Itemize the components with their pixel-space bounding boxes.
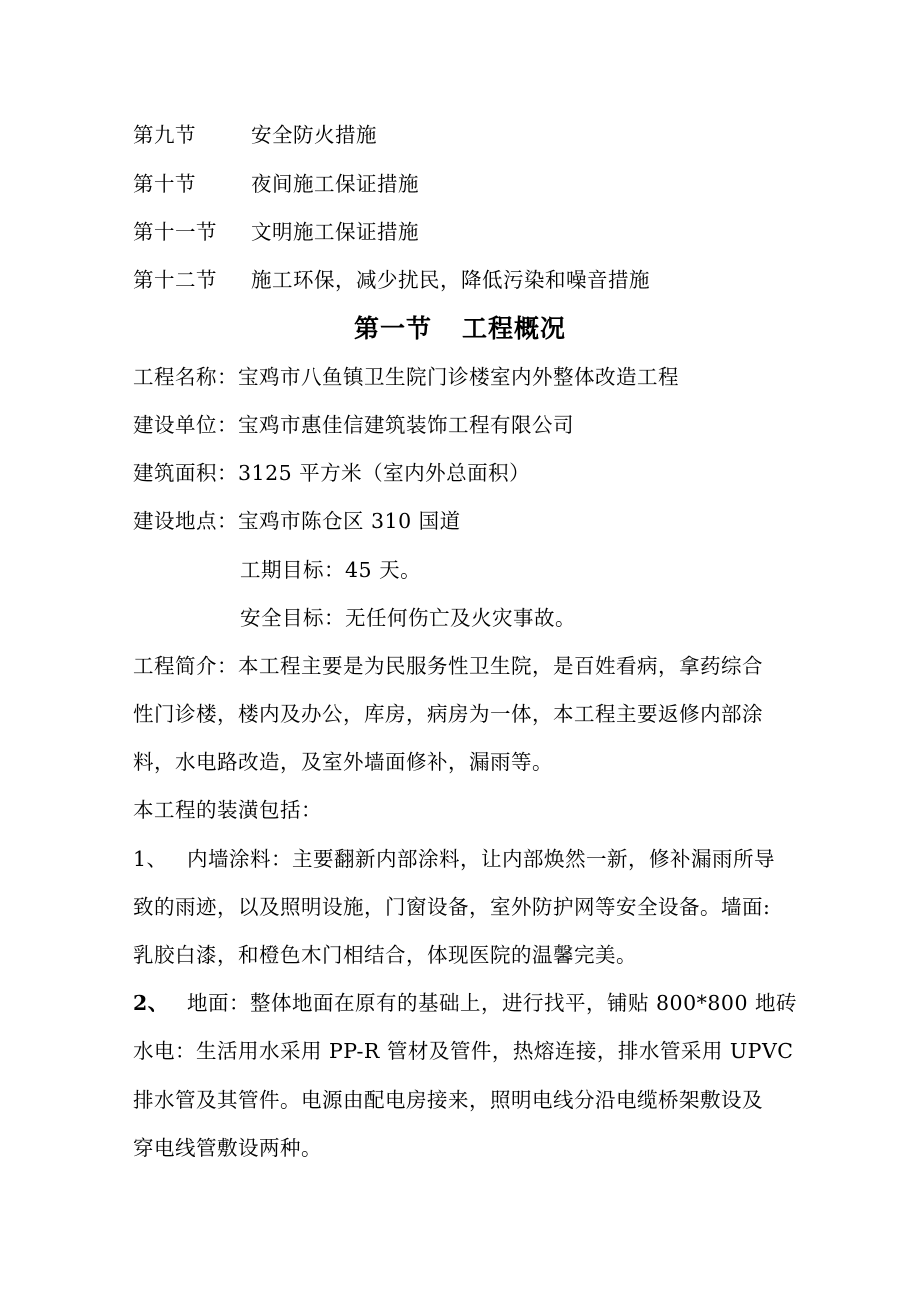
- toc-entry-number: 第十节: [133, 172, 196, 196]
- section-heading: [0, 312, 920, 346]
- item-2-line: 穿电线管敷设两种。: [133, 1136, 322, 1160]
- section-number: 第一节: [353, 314, 432, 343]
- intro-line: 工程简介：本工程主要是为民服务性卫生院，是百姓看病，拿药综合: [133, 654, 763, 678]
- toc-entry-number: 第九节: [133, 123, 196, 147]
- section-title: 工程概况: [462, 314, 567, 343]
- toc-entry-number: 第十二节: [133, 268, 217, 292]
- item-text: 内墙涂料：主要翻新内部涂料，让内部焕然一新，修补漏雨所导: [187, 847, 775, 871]
- item-1-line: 致的雨迹，以及照明设施，门窗设备，室外防护网等安全设备。墙面:: [133, 895, 771, 919]
- duration-target: 工期目标：45 天。: [240, 558, 422, 582]
- toc-entry-12: [133, 265, 650, 295]
- project-name: 工程名称：宝鸡市八鱼镇卫生院门诊楼室内外整体改造工程: [133, 365, 679, 389]
- intro-line: 性门诊楼，楼内及办公，库房，病房为一体，本工程主要返修内部涂: [133, 702, 763, 726]
- toc-entry-title: 安全防火措施: [251, 123, 377, 147]
- construction-location: 建设地点：宝鸡市陈仓区 310 国道: [133, 509, 461, 533]
- toc-entry-number: 第十一节: [133, 220, 217, 244]
- item-1-line: [133, 844, 775, 874]
- item-2-line: [133, 988, 797, 1018]
- scope-title: 本工程的装潢包括：: [133, 798, 322, 822]
- toc-entry-title: 文明施工保证措施: [251, 220, 419, 244]
- construction-unit: 建设单位：宝鸡市惠佳信建筑装饰工程有限公司: [133, 413, 574, 437]
- toc-entry-9: [133, 120, 377, 150]
- item-2-line: 水电：生活用水采用 PP-R 管材及管件，热熔连接，排水管采用 UPVC: [133, 1039, 794, 1063]
- building-area: 建筑面积：3125 平方米（室内外总面积）: [133, 461, 531, 485]
- safety-target: 安全目标：无任何伤亡及火灾事故。: [240, 606, 576, 630]
- toc-entry-title: 施工环保，减少扰民，降低污染和噪音措施: [251, 268, 650, 292]
- item-number: 1、: [133, 847, 168, 871]
- toc-entry-title: 夜间施工保证措施: [251, 172, 419, 196]
- toc-entry-11: [133, 217, 419, 247]
- item-2-line: 排水管及其管件。电源由配电房接来，照明电线分沿电缆桥架敷设及: [133, 1088, 763, 1112]
- toc-entry-10: [133, 169, 419, 199]
- item-number: 2、: [133, 991, 169, 1015]
- item-1-line: 乳胶白漆，和橙色木门相结合，体现医院的温馨完美。: [133, 943, 637, 967]
- intro-line: 料，水电路改造，及室外墙面修补，漏雨等。: [133, 750, 553, 774]
- item-text: 地面：整体地面在原有的基础上，进行找平，铺贴 800*800 地砖: [187, 991, 798, 1015]
